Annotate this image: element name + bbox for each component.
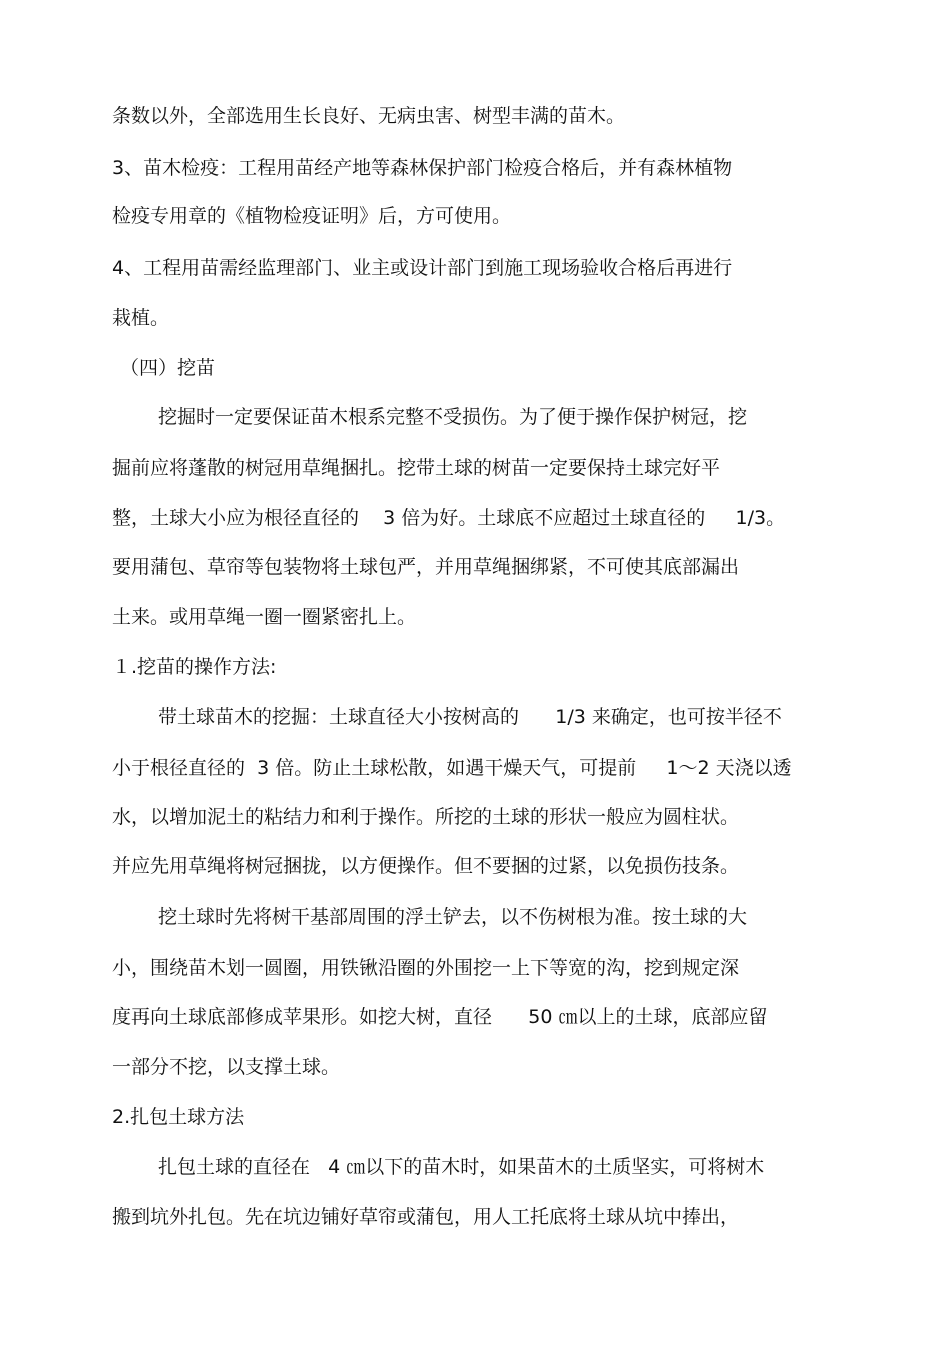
text-line: 搬到坑外扎包。先在坑边铺好草帘或蒲包，用人工托底将土球从坑中捧出， — [112, 1206, 740, 1228]
subsection-heading: 2.扎包土球方法 — [112, 1106, 245, 1128]
text-line: 并应先用草绳将树冠捆拢，以方便操作。但不要捆的过紧，以免损伤技条。 — [112, 855, 740, 877]
section-heading: （四）挖苗 — [120, 357, 216, 379]
text-line: 一部分不挖，以支撑土球。 — [112, 1056, 341, 1078]
text-line: 要用蒲包、草帘等包装物将土球包严，并用草绳捆绑紧，不可使其底部漏出 — [112, 556, 740, 578]
text-line: 栽植。 — [112, 307, 170, 329]
text-line: 土来。或用草绳一圈一圈紧密扎上。 — [112, 606, 417, 628]
text-line: 挖土球时先将树干基部周围的浮土铲去，以不伤树根为准。按土球的大 — [158, 906, 748, 928]
text-line: 度再向土球底部修成苹果形。如挖大树，直径 50 ㎝以上的土球，底部应留 — [112, 1006, 768, 1028]
text-line: 小，围绕苗木划一圆圈，用铁锹沿圈的外围挖一上下等宽的沟，挖到规定深 — [112, 957, 740, 979]
text-line: 4、工程用苗需经监理部门、业主或设计部门到施工现场验收合格后再进行 — [112, 257, 733, 279]
text-line: 条数以外，全部选用生长良好、无病虫害、树型丰满的苗木。 — [112, 105, 626, 127]
text-line: 3、苗木检疫：工程用苗经产地等森林保护部门检疫合格后，并有森林植物 — [112, 157, 733, 179]
text-line: 整，土球大小应为根径直径的 3 倍为好。土球底不应超过土球直径的 1/3。 — [112, 507, 786, 529]
text-line: 水，以增加泥土的粘结力和利于操作。所挖的土球的形状一般应为圆柱状。 — [112, 806, 740, 828]
subsection-heading: １.挖苗的操作方法: — [112, 656, 277, 678]
text-line: 小于根径直径的 3 倍。防止土球松散，如遇干燥天气，可提前 1～2 天浇以透 — [112, 757, 792, 779]
text-line: 带土球苗木的挖掘：土球直径大小按树高的 1/3 来确定，也可按半径不 — [158, 706, 782, 728]
text-line: 挖掘时一定要保证苗木根系完整不受损伤。为了便于操作保护树冠，挖 — [158, 406, 748, 428]
text-line: 扎包土球的直径在 4 ㎝以下的苗木时，如果苗木的土质坚实，可将树木 — [158, 1156, 765, 1178]
text-line: 检疫专用章的《植物检疫证明》后，方可使用。 — [112, 205, 512, 227]
text-line: 掘前应将蓬散的树冠用草绳捆扎。挖带土球的树苗一定要保持土球完好平 — [112, 457, 721, 479]
